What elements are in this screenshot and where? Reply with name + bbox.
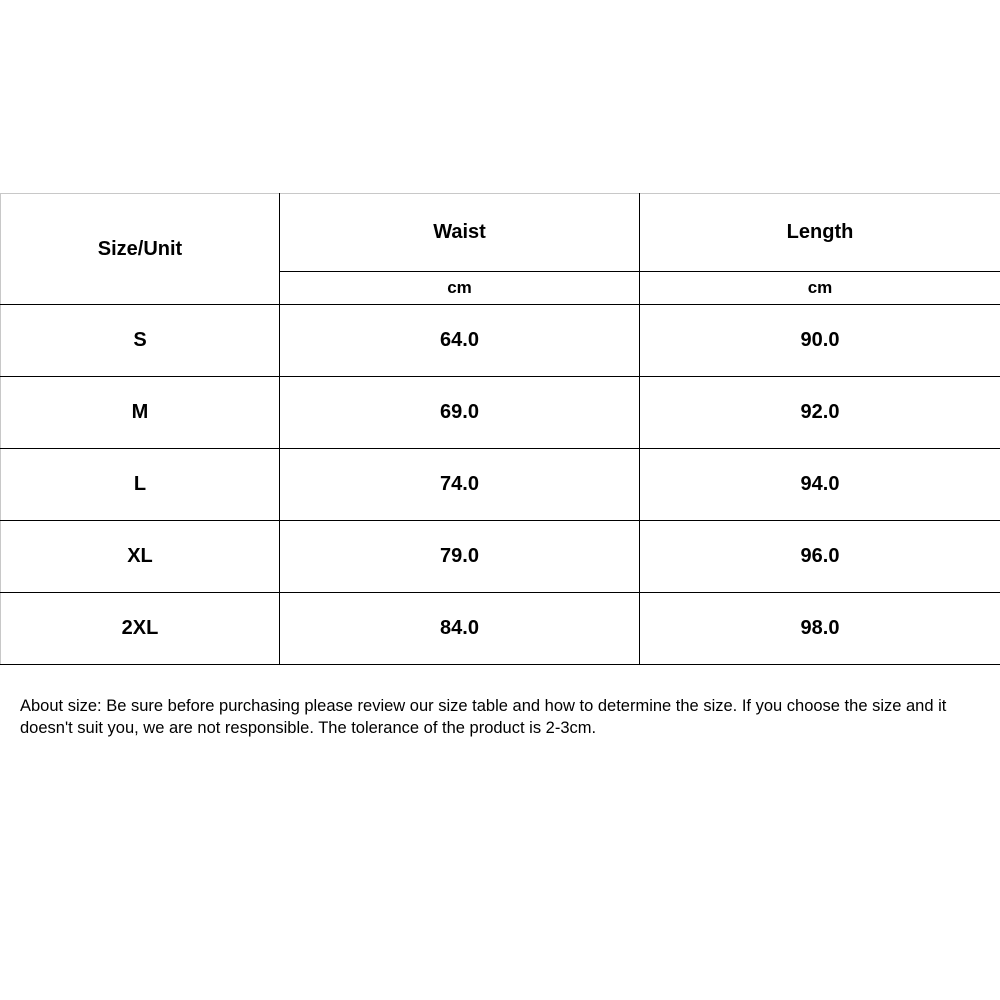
size-cell: M [1,377,280,449]
waist-cell: 74.0 [280,449,640,521]
corner-header-cell: Size/Unit [1,194,280,305]
waist-cell: 84.0 [280,593,640,665]
length-cell: 98.0 [640,593,1000,665]
waist-unit-cell: cm [280,272,640,305]
waist-header-cell: Waist [280,194,640,272]
waist-cell: 69.0 [280,377,640,449]
table-row [1,449,1000,521]
size-note: About size: Be sure before purchasing please review our size table and how to determine the size. If you choose the size and it doesn't suit you, we are not responsible. The tolerance of the product is 2-3cm. [20,696,947,737]
length-header-cell: Length [640,194,1000,272]
waist-cell: 64.0 [280,305,640,377]
table-header-row [1,194,1000,272]
table-row [1,521,1000,593]
length-cell: 92.0 [640,377,1000,449]
table-row [1,593,1000,665]
length-cell: 94.0 [640,449,1000,521]
length-cell: 96.0 [640,521,1000,593]
size-chart-table [0,193,1000,665]
length-unit-cell: cm [640,272,1000,305]
table-row [1,377,1000,449]
size-cell: S [1,305,280,377]
size-cell: 2XL [1,593,280,665]
table-row [1,305,1000,377]
size-cell: XL [1,521,280,593]
size-cell: L [1,449,280,521]
waist-cell: 79.0 [280,521,640,593]
length-cell: 90.0 [640,305,1000,377]
